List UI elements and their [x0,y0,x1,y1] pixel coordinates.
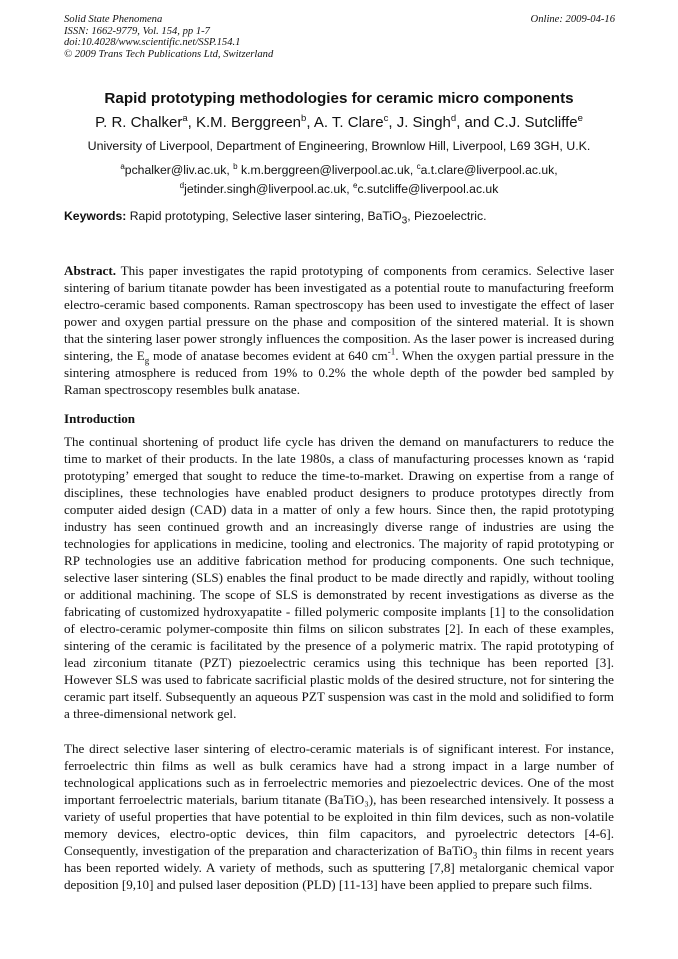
paper-title: Rapid prototyping methodologies for ceramic micro components [104,90,574,107]
paragraph: The direct selective laser sintering of electro-ceramic materials is of significant interest. For instance, ferroelectric thin films as well as bulk ceramics have had a strong impact in a large number of technological applications such as in ferroelectric memories and piezoelectric devices. One of the most important ferroelectric materials, barium titanate (BaTiO₃), has been researched intensively. It possess a variety of useful properties that have potential to be exploited in thin film devices, such as non-volatile memory devices, electro-optic devices, thin film capacitors, and pyroelectric detectors [4-6]. Consequently, investigation of the preparation and characterization of BaTiO$_3$ thin films in recent years has been reported widely. A variety of methods, such as sputtering [7,8] metalorganic chemical vapor deposition [9,10] and pulsed laser deposition (PLD) [11-13] have been applied to prepare such films. [64,741,614,892]
journal-name: Solid State Phenomena [64,14,163,25]
author: A. T. Clare [313,114,384,131]
email-link[interactable]: k.m.berggreen@liverpool.ac.uk, [237,163,417,178]
email-link[interactable]: jetinder.singh@liverpool.ac.uk, [184,182,353,197]
email-link[interactable]: pchalker@liv.ac.uk, [124,163,234,178]
keywords-label: Keywords: [64,209,127,223]
email-link[interactable]: c.sutcliffe@liverpool.ac.uk [357,182,499,197]
author-list: P. R. Chalker$^a$, K.M. Berggreen$^b$, A. T. Clare$^c$, J. Singh$^d$, and C.J. Sutcliffe$^e$ [95,113,583,131]
issn: ISSN: 1662-9779, Vol. 154, pp 1-7 [64,25,210,37]
affiliation: University of Liverpool, Department of Engineering, Brownlow Hill, Liverpool, L69 3GH, U.K. [87,139,591,153]
author-mark: c [383,113,389,124]
online-date: Online: 2009-04-16 [530,14,615,25]
author: C.J. Sutcliffe [493,114,578,131]
copyright: © 2009 Trans Tech Publications Ltd, Switzerland [64,48,274,60]
email-line: $^a$pchalker@liv.ac.uk, $^b$ k.m.berggreen@liverpool.ac.uk, $^c$a.t.clare@liverpool.ac.uk, [120,162,558,178]
email-line: $^d$jetinder.singh@liverpool.ac.uk, $^e$c.sutcliffe@liverpool.ac.uk [179,181,499,197]
doi[interactable]: doi:10.4028/www.scientific.net/SSP.154.1 [64,37,241,49]
abstract: Abstract. This paper investigates the rapid prototyping of components from ceramics. Selective laser sintering of barium titanate powder has been investigated as a potential route to manufacturing freeform electro-ceramic based components. Raman spectroscopy has been used to investigate the effect of laser power and oxygen partial pressure on the phase and composition of the sintered material. It is shown that the sintering laser power strongly influences the composition. As the laser power is increased during sintering, the $E_g$ mode of anatase becomes evident at 640 $cm^{-1}$. When the oxygen partial pressure in the sintering atmosphere is reduced from 19% to 0.2% the whole depth of the powder bed sampled by Raman spectroscopy resembles bulk anatase. [64,263,614,397]
author-emails [0,159,678,197]
abstract-label: Abstract. [64,263,116,278]
author-mark: d [450,113,457,124]
keywords: Keywords: Rapid prototyping, Selective laser sintering, BaTiO$_3$, Piezoelectric. [64,209,487,227]
section-heading-introduction: Introduction [64,411,136,426]
author: K.M. Berggreen [195,114,302,131]
author: J. Singh [396,114,451,131]
journal-header [64,14,273,60]
author-mark: a [182,113,188,124]
paragraph: The continual shortening of product life cycle has driven the demand on manufacturers to reduce the time to market of their products. In the late 1980s, a class of manufacturing processes known as ‘rapid prototyping’ emerged that sought to reduce the time-to-market. Drawing on expertise from a range of disciplines, these technologies have enabled product designers to produce prototypes directly from computer aided design (CAD) data in a matter of only a few hours. Since then, the rapid prototyping industry has seen continued growth and an increasingly diverse range of industries are using the technologies for applications in medicine, tooling and electronics. The majority of rapid prototyping or RP technologies use an additive fabrication method for producing components. One such technique, selective laser sintering (SLS) enables the final product to be made directly and rapidly, without tooling or additional machining. The scope of SLS is demonstrated by recent investigations as diverse as the fabricating of customized hydroxyapatite - filled polymeric composite implants [1] to the consolidation of electro-ceramic polymer-composite thin films on silicon substrates [2]. In each of these examples, sintering of the ceramic is facilitated by the presence of a polymeric matrix. The rapid prototyping of lead zirconium titanate (PZT) piezoelectric ceramics using this technique has been reported [3]. However SLS was used to fabricate sacrificial plastic molds of the desired structure, not for sintering the ceramic part itself. Subsequently an aqueous PZT suspension was cast in the mold and solidified to form a three-dimensional network gel. [64,434,614,721]
author-mark: e [577,113,583,124]
author: P. R. Chalker [95,114,183,131]
email-link[interactable]: a.t.clare@liverpool.ac.uk, [420,163,558,178]
author-mark: b [301,113,307,124]
